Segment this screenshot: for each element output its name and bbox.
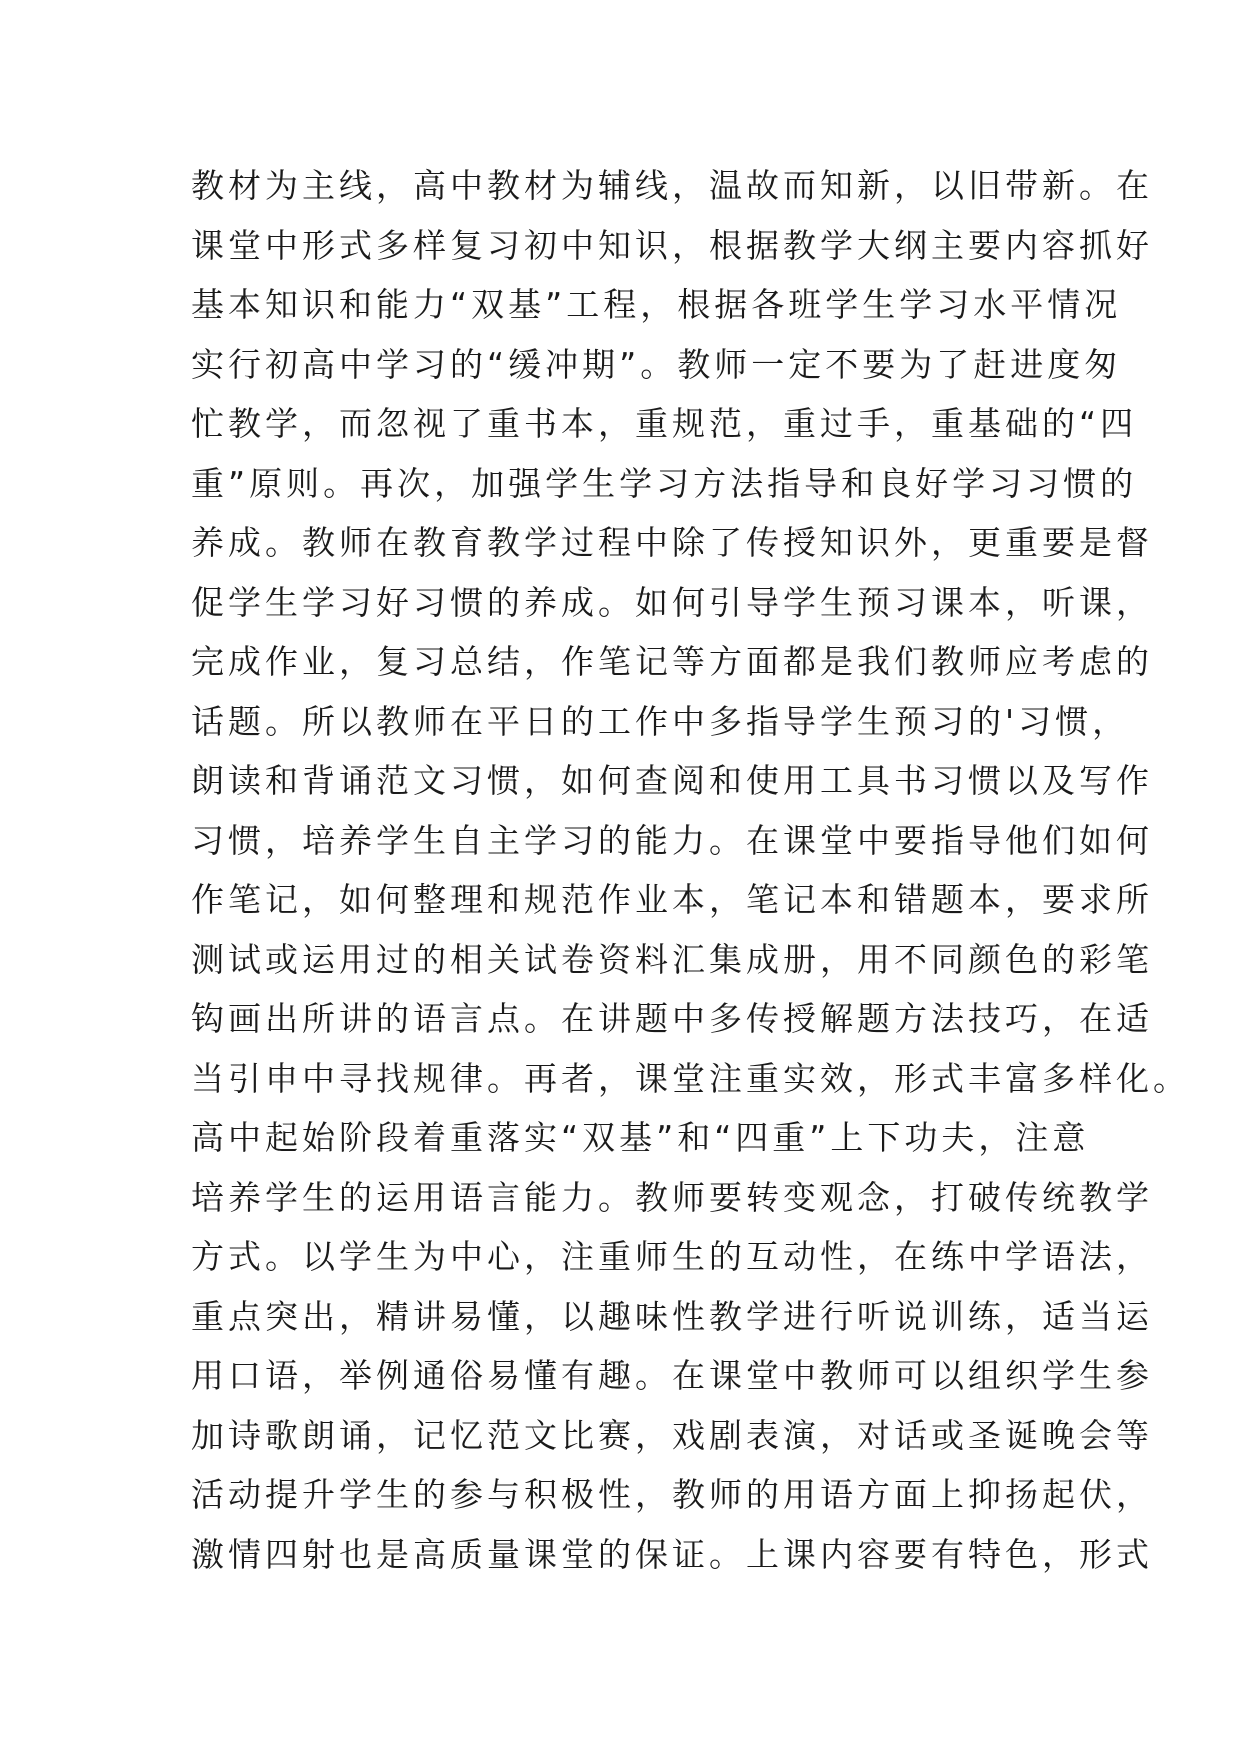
text-line-13: 作笔记，如何整理和规范作业本，笔记本和错题本，要求所	[191, 880, 1153, 919]
body-paragraph	[191, 156, 1190, 1584]
text-line-20: 重点突出，精讲易懂，以趣味性教学进行听说训练，适当运	[191, 1296, 1153, 1336]
text-line-15: 钩画出所讲的语言点。在讲题中多传授解题方法技巧，在适	[191, 999, 1153, 1038]
text-line-6: 重”原则。再次，加强学生学习方法指导和良好学习习惯的	[191, 463, 1138, 503]
text-line-12: 习惯，培养学生自主学习的能力。在课堂中要指导他们如何	[191, 820, 1153, 860]
text-line-24: 激情四射也是高质量课堂的保证。上课内容要有特色，形式	[191, 1534, 1153, 1574]
text-line-5: 忙教学，而忽视了重书本，重规范，重过手，重基础的“四	[191, 404, 1138, 443]
text-line-1: 教材为主线，高中教材为辅线，温故而知新，以旧带新。在	[191, 166, 1153, 205]
text-line-21: 用口语，举例通俗易懂有趣。在课堂中教师可以组织学生参	[191, 1356, 1153, 1395]
text-line-19: 方式。以学生为中心，注重师生的互动性，在练中学语法，	[191, 1237, 1153, 1276]
text-line-8: 促学生学习好习惯的养成。如何引导学生预习课本，听课，	[191, 582, 1153, 622]
text-line-22: 加诗歌朗诵，记忆范文比赛，戏剧表演，对话或圣诞晚会等	[191, 1415, 1153, 1455]
text-line-10: 话题。所以教师在平日的工作中多指导学生预习的'习惯，	[191, 701, 1130, 741]
text-line-23: 活动提升学生的参与积极性，教师的用语方面上抑扬起伏，	[191, 1475, 1153, 1514]
text-line-7: 养成。教师在教育教学过程中除了传授知识外，更重要是督	[191, 523, 1153, 562]
text-line-14: 测试或运用过的相关试卷资料汇集成册，用不同颜色的彩笔	[191, 939, 1153, 979]
text-line-16: 当引申中寻找规律。再者，课堂注重实效，形式丰富多样化。	[191, 1058, 1190, 1098]
text-line-3: 基本知识和能力“双基”工程，根据各班学生学习水平情况	[191, 285, 1122, 324]
text-line-9: 完成作业，复习总结，作笔记等方面都是我们教师应考虑的	[191, 642, 1153, 681]
text-line-4: 实行初高中学习的“缓冲期”。教师一定不要为了赶进度匆	[191, 344, 1122, 384]
text-line-11: 朗读和背诵范文习惯，如何查阅和使用工具书习惯以及写作	[191, 761, 1153, 800]
text-line-17: 高中起始阶段着重落实“双基”和“四重”上下功夫，注意	[191, 1118, 1090, 1157]
text-line-2: 课堂中形式多样复习初中知识，根据教学大纲主要内容抓好	[191, 225, 1153, 265]
text-line-18: 培养学生的运用语言能力。教师要转变观念，打破传统教学	[191, 1177, 1153, 1217]
